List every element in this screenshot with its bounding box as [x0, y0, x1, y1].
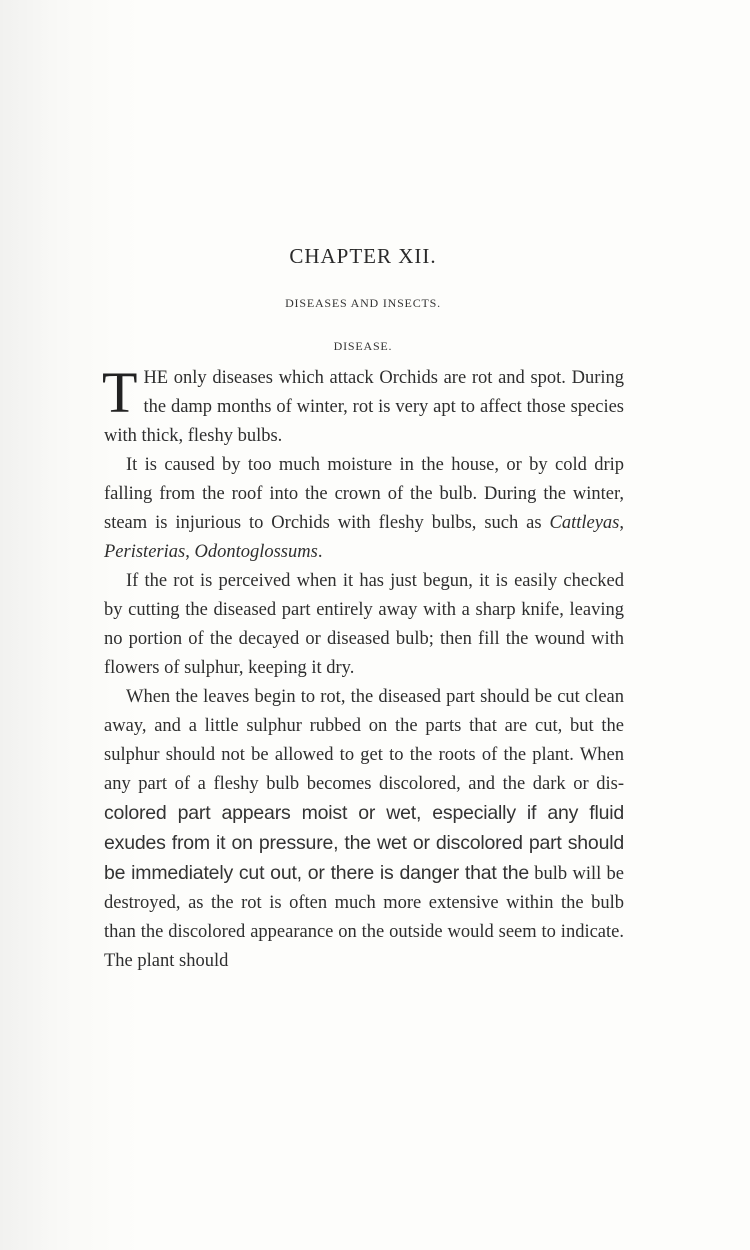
paragraph-2-sep-1: ,	[619, 513, 624, 533]
paragraph-1-text: only diseases which attack Orchids are rot and spot. During the damp months of winter, rot is very apt to affect those species with thick, fleshy bulbs.	[104, 368, 624, 446]
paragraph-2-end: .	[317, 542, 323, 562]
paragraph-3	[104, 567, 624, 683]
paragraph-1	[102, 360, 624, 451]
genus-peristerias: Peristerias	[104, 542, 186, 562]
paragraph-4	[104, 683, 624, 976]
drop-cap: T	[102, 360, 138, 425]
paragraph-4-text-b: colored part appears moist or wet, especially if any fluid exudes from it on pressure, the wet or discolored part should be immediately cut out, or there is danger that the	[104, 802, 624, 884]
paragraph-2	[104, 451, 624, 567]
subsection-title: DISEASE.	[333, 339, 393, 353]
paragraph-4-text-c: bulb will be destroyed, as the rot is often much more extensive within the bulb than the discolored appearance on the outside would seem to indicate. The plant should	[104, 864, 624, 971]
paragraph-3-text: If the rot is perceived when it has just begun, it is easily checked by cutting the diseased part entirely away with a sharp knife, leaving no portion of the decayed or diseased bulb; then fill the wound with flowers of sulphur, keeping it dry.	[104, 571, 624, 678]
paragraph-1-smallcaps: HE	[143, 368, 169, 388]
genus-odontoglossums: Odontoglossums	[194, 542, 318, 562]
paragraph-2-text: It is caused by too much moisture in the house, or by cold drip falling from the roof into the crown of the bulb. During the winter, steam is injurious to Orchids with fleshy bulbs, such as	[104, 455, 624, 533]
genus-cattleyas: Cattleyas	[549, 513, 620, 533]
section-title: DISEASES AND INSECTS.	[285, 296, 441, 310]
paragraph-2-sep-2: ,	[185, 542, 195, 562]
paragraph-4-text-a: When the leaves begin to rot, the diseased part should be cut clean away, and a little sulphur rubbed on the parts that are cut, but the sulphur should not be allowed to get to the roots of the plant. When any part of a fleshy bulb becomes discolored, and the dark or dis-	[104, 687, 624, 794]
body-text	[102, 360, 624, 976]
chapter-title: CHAPTER XII.	[289, 244, 437, 268]
